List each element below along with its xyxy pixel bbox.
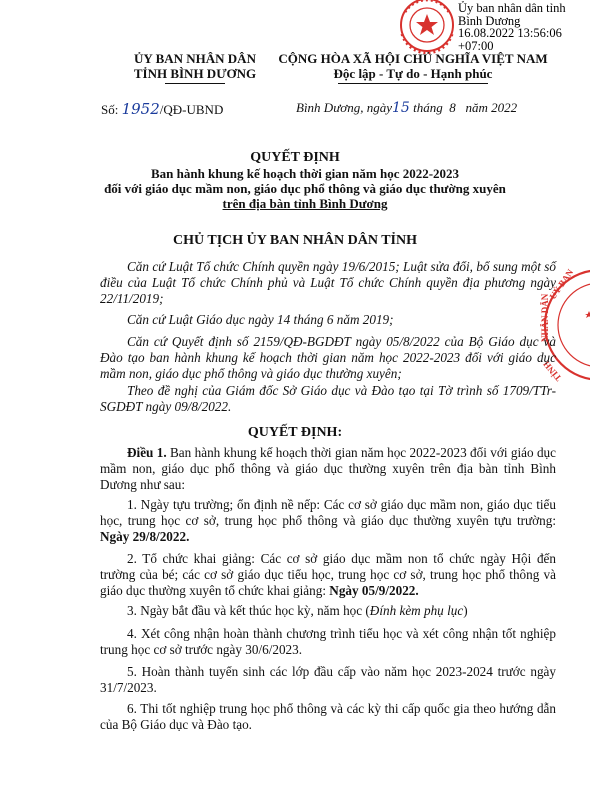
country-name: CỘNG HÒA XÃ HỘI CHỦ NGHĨA VIỆT NAM bbox=[278, 51, 548, 66]
item-date: Ngày 05/9/2022. bbox=[329, 583, 419, 598]
list-item bbox=[100, 551, 556, 599]
article-1-text: Ban hành khung kế hoạch thời gian năm học 2022-2023 đối với giáo dục mầm non, giáo dục phổ thông và giáo dục thường xuyên trên địa bàn tỉnh Bình Dương như sau: bbox=[100, 445, 556, 492]
authority-line2: TỈNH BÌNH DƯƠNG bbox=[133, 66, 257, 81]
issuing-authority bbox=[120, 51, 270, 84]
header-right-divider bbox=[338, 83, 488, 84]
national-motto bbox=[276, 51, 550, 84]
signature-signer: Ủy ban nhân dân tỉnh bbox=[458, 1, 566, 15]
list-item: 5. Hoàn thành tuyển sinh các lớp đầu cấp vào năm học 2023-2024 trước ngày 31/7/2023. bbox=[100, 664, 556, 695]
svg-text:TỈNH: TỈNH bbox=[541, 359, 564, 384]
item-text-end: ) bbox=[463, 603, 468, 618]
document-subject bbox=[80, 166, 530, 211]
preamble-paragraph: Căn cứ Quyết định số 2159/QĐ-BGDĐT ngày 05/8/2022 của Bộ Giáo dục và Đào tạo ban hành khung kế hoạch thời gian năm học 2022-2023 đối với giáo dục mầm non, giáo dục phổ thông và giáo dục thường xuyên; bbox=[100, 334, 556, 381]
date-month: 8 bbox=[449, 100, 456, 115]
date-place: Bình Dương, ngày bbox=[296, 100, 392, 115]
subject-line1: Ban hành khung kế hoạch thời gian năm học 2022-2023 bbox=[150, 166, 460, 181]
article-1 bbox=[100, 445, 556, 493]
authority-heading: CHỦ TỊCH ỦY BAN NHÂN DÂN TỈNH bbox=[173, 233, 417, 248]
item-text: 3. Ngày bắt đầu và kết thúc học kỳ, năm học ( bbox=[127, 603, 370, 618]
item-text: 1. Ngày tựu trường; ổn định nề nếp: Các cơ sở giáo dục mầm non, giáo dục tiểu học, trung học cơ sở, trung học phổ thông và giáo dục thường xuyên tựu trường: bbox=[100, 497, 556, 528]
list-item bbox=[100, 603, 556, 619]
document-date bbox=[296, 100, 517, 116]
subject-line2: đối với giáo dục mầm non, giáo dục phổ thông và giáo dục thường xuyên bbox=[104, 181, 506, 196]
preamble-paragraph: Căn cứ Luật Tổ chức Chính quyền ngày 19/6/2015; Luật sửa đổi, bổ sung một số điều của Luật Tổ chức Chính phủ và Luật Tổ chức Chính quyền địa phương ngày 22/11/2019; bbox=[100, 259, 556, 306]
signature-timezone: +07:00 bbox=[458, 38, 494, 53]
subject-line3: trên địa bàn tỉnh Bình Dương bbox=[222, 196, 388, 211]
preamble-paragraph: Căn cứ Luật Giáo dục ngày 14 tháng 6 năm 2019; bbox=[127, 312, 394, 327]
list-item bbox=[100, 497, 556, 545]
document-type-heading: QUYẾT ĐỊNH bbox=[250, 150, 340, 165]
doc-number-prefix: Số: bbox=[101, 102, 119, 117]
svg-text:NHÂN DÂN: NHÂN DÂN bbox=[540, 293, 550, 342]
motto: Độc lập - Tự do - Hạnh phúc bbox=[333, 66, 493, 81]
document-number bbox=[101, 100, 223, 118]
doc-number-suffix: /QĐ-UBND bbox=[159, 102, 224, 117]
signature-timestamp: 16.08.2022 13:56:06 bbox=[458, 26, 562, 40]
digital-signature-info bbox=[458, 2, 590, 52]
item-appendix-note: Đính kèm phụ lục bbox=[369, 603, 464, 618]
header-left-divider bbox=[165, 83, 225, 84]
item-date: Ngày 29/8/2022. bbox=[100, 529, 190, 544]
article-1-label: Điều 1. bbox=[127, 445, 167, 460]
date-day-handwritten: 15 bbox=[392, 100, 410, 116]
signature-signer-province: Bình Dương bbox=[458, 13, 521, 28]
preamble-paragraph: Theo đề nghị của Giám đốc Sở Giáo dục và Đào tạo tại Tờ trình số 1709/TTr-SGDĐT ngày 09/8/2022. bbox=[100, 383, 556, 414]
list-item: 4. Xét công nhận hoàn thành chương trình tiểu học và xét công nhận tốt nghiệp trung học cơ sở trước ngày 30/6/2023. bbox=[100, 626, 556, 657]
doc-number-handwritten: 1952 bbox=[121, 100, 160, 118]
date-month-label: tháng bbox=[413, 100, 443, 115]
item-text: 2. Tổ chức khai giảng: Các cơ sở giáo dục mầm non tổ chức ngày Hội đến trường của bé; các cơ sở giáo dục tiểu học, trung học cơ sở, trung học phổ thông và giáo dục thường xuyên tổ chức khai giảng: bbox=[100, 551, 556, 598]
signature-seal-logo bbox=[396, 0, 458, 54]
list-item: 6. Thi tốt nghiệp trung học phổ thông và các kỳ thi cấp quốc gia theo hướng dẫn của Bộ Giáo dục và Đào tạo. bbox=[100, 701, 556, 732]
authority-line1: ỦY BAN NHÂN DÂN bbox=[134, 51, 256, 66]
svg-text:UỶ BAN: UỶ BAN bbox=[547, 267, 576, 302]
decision-heading: QUYẾT ĐỊNH: bbox=[247, 425, 343, 440]
date-year: năm 2022 bbox=[465, 100, 518, 115]
